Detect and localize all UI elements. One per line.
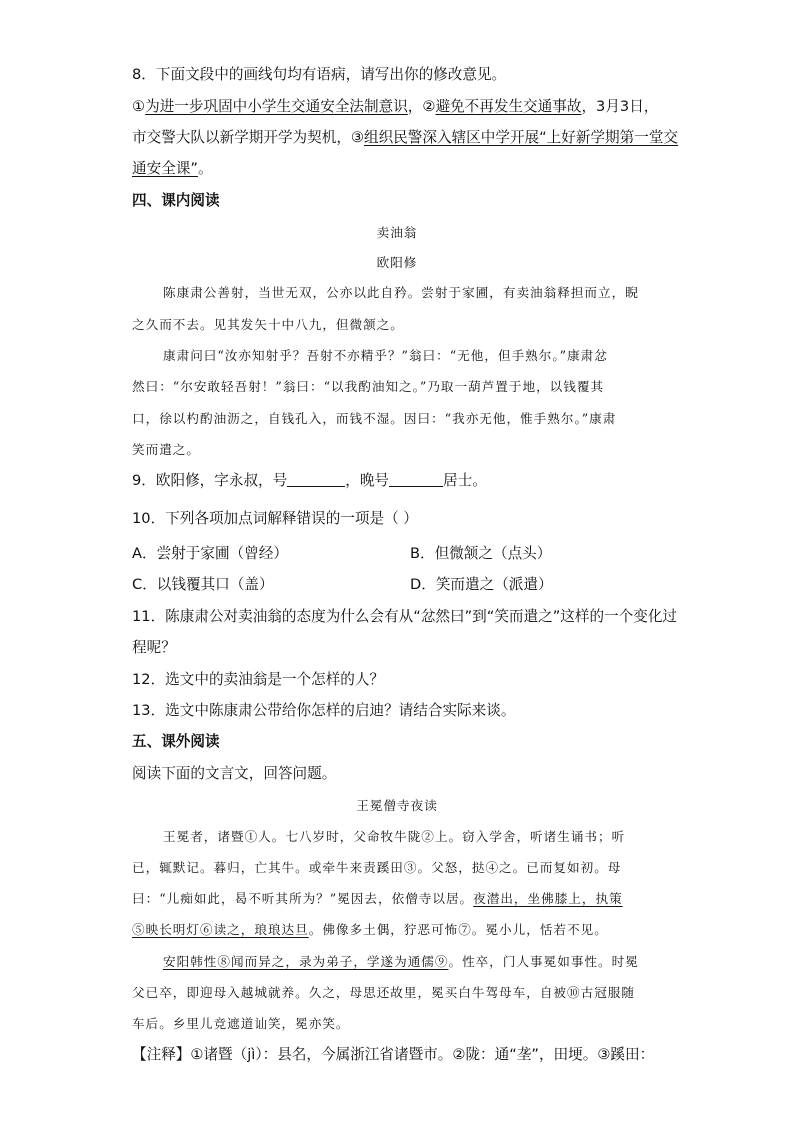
q12: 12．选文中的卖油翁是一个怎样的人？ (132, 671, 385, 688)
reading2-underlined-sentence-1-end: ⑤映长明灯⑥读之，琅琅达旦 (132, 922, 309, 937)
q10-option-c[interactable]: C．以钱覆其口（盖） (132, 576, 274, 593)
q9 (132, 470, 672, 492)
q9-text: ，晚号 (345, 472, 390, 489)
reading2-p1-line3 (132, 888, 672, 910)
q8-text: ，3月3日， (581, 98, 659, 115)
q8-underlined-sentence-1: 为进一步巩固中小学生交通安全法制意识 (145, 98, 408, 115)
reading2-p1-line1: 王冕者，诸暨①人。七八岁时，父命牧牛陇②上。窃入学舍，听诸生诵书；听 (163, 829, 626, 844)
reading2-p2-line2: 父已卒，即迎母入越城就养。久之，母思还故里，冕买白牛驾母车，自被⑩古冠服随 (132, 985, 635, 1000)
q9-blank-2[interactable] (389, 470, 443, 487)
section5-intro: 阅读下面的文言文，回答问题。 (132, 765, 337, 782)
reading1-p2-line3: 口，徐以杓酌油沥之，自钱孔入，而钱不湿。因曰：“我亦无他，惟手熟尔。”康肃 (132, 411, 617, 426)
reading2-text: 。佛像多土偶，狞恶可怖⑦。冕小儿，恬若不见。 (308, 922, 608, 937)
reading1-title: 卖油翁 (376, 225, 418, 240)
q11-line2: 程呢？ (132, 639, 176, 656)
q8-text: ① (132, 98, 146, 115)
q8-text: 市交警大队以新学期开学为契机，③ (132, 129, 364, 146)
reading1-p1-line1: 陈康肃公善射，当世无双，公亦以此自矜。尝射于家圃，有卖油翁释担而立，睨 (163, 285, 639, 300)
q8-underlined-sentence-3-end: 通安全课” (132, 160, 198, 177)
reading2-p1-line2: 已，辄默记。暮归，亡其牛。或牵牛来责蹊田③。父怒，挞④之。已而复如初。母 (132, 860, 622, 875)
q8-underlined-sentence-2: 避免不再发生交通事故 (435, 98, 582, 115)
q13: 13．选文中陈康肃公带给你怎样的启迪？请结合实际来谈。 (132, 702, 516, 719)
reading1-p2-line1: 康肃问曰“汝亦知射乎？吾射不亦精乎？”翁曰：“无他，但手熟尔。”康肃忿 (163, 348, 608, 363)
q10-stem: 10．下列各项加点词解释错误的一项是（ ） (132, 510, 418, 527)
q10-option-a[interactable]: A．尝射于家圃（曾经） (132, 545, 288, 562)
q8-passage-line-3 (132, 158, 672, 180)
q9-text: 9．欧阳修，字永叔，号 (132, 472, 288, 489)
q8-underlined-sentence-3: 组织民警深入辖区中学开展“上好新学期第一堂交 (364, 129, 679, 146)
q9-blank-1[interactable] (287, 470, 345, 487)
q8-passage-line-1 (132, 96, 672, 118)
reading1-p2-line2: 然曰：“尔安敢轻吾射！”翁曰：“以我酌油知之。”乃取一葫芦置于地，以钱覆其 (132, 379, 605, 394)
q8-passage-line-2 (132, 127, 679, 149)
reading2-text: 曰：“儿痴如此，曷不听其所为？”冕因去，依僧寺以居。 (132, 891, 474, 906)
reading2-text: 。性卒，门人事冕如事性。时冕 (448, 954, 639, 969)
reading2-title: 王冕僧寺夜读 (356, 798, 438, 813)
reading2-underlined-sentence-1: 夜潜出，坐佛膝上，执策 (473, 891, 623, 906)
q11-line1: 11．陈康肃公对卖油翁的态度为什么会有从“忿然曰”到“笑而遣之”这样的一个变化过 (132, 608, 678, 625)
reading1-p2-line4: 笑而遣之。 (132, 442, 200, 457)
reading2-p1-line4 (132, 919, 672, 941)
q9-text: 居士。 (443, 472, 487, 489)
section4-heading: 四、课内阅读 (132, 192, 220, 209)
q8-text: 。 (197, 160, 213, 177)
annotation-notes: 【注释】①诸暨（jì）：县名，今属浙江省诸暨市。②陇：通“垄”，田埂。③蹊田： (132, 1046, 655, 1063)
reading2-p2-line3: 车后。乡里儿竞遮道讪笑，冕亦笑。 (132, 1016, 350, 1031)
q8-stem: 8．下面文段中的画线句均有语病，请写出你的修改意见。 (132, 66, 507, 83)
reading1-author: 欧阳修 (376, 255, 418, 270)
q8-text: ，② (407, 98, 436, 115)
q10-option-b[interactable]: B．但微颔之（点头） (410, 545, 552, 562)
reading2-underlined-sentence-2: 安阳韩性⑧闻而异之，录为弟子，学遂为通儒⑨ (163, 954, 449, 969)
section5-heading: 五、课外阅读 (132, 733, 220, 750)
reading2-p2-line1 (163, 951, 703, 973)
q10-option-d[interactable]: D．笑而遣之（派遣） (410, 576, 553, 593)
reading1-p1-line2: 之久而不去。见其发矢十中八九，但微颔之。 (132, 317, 404, 332)
